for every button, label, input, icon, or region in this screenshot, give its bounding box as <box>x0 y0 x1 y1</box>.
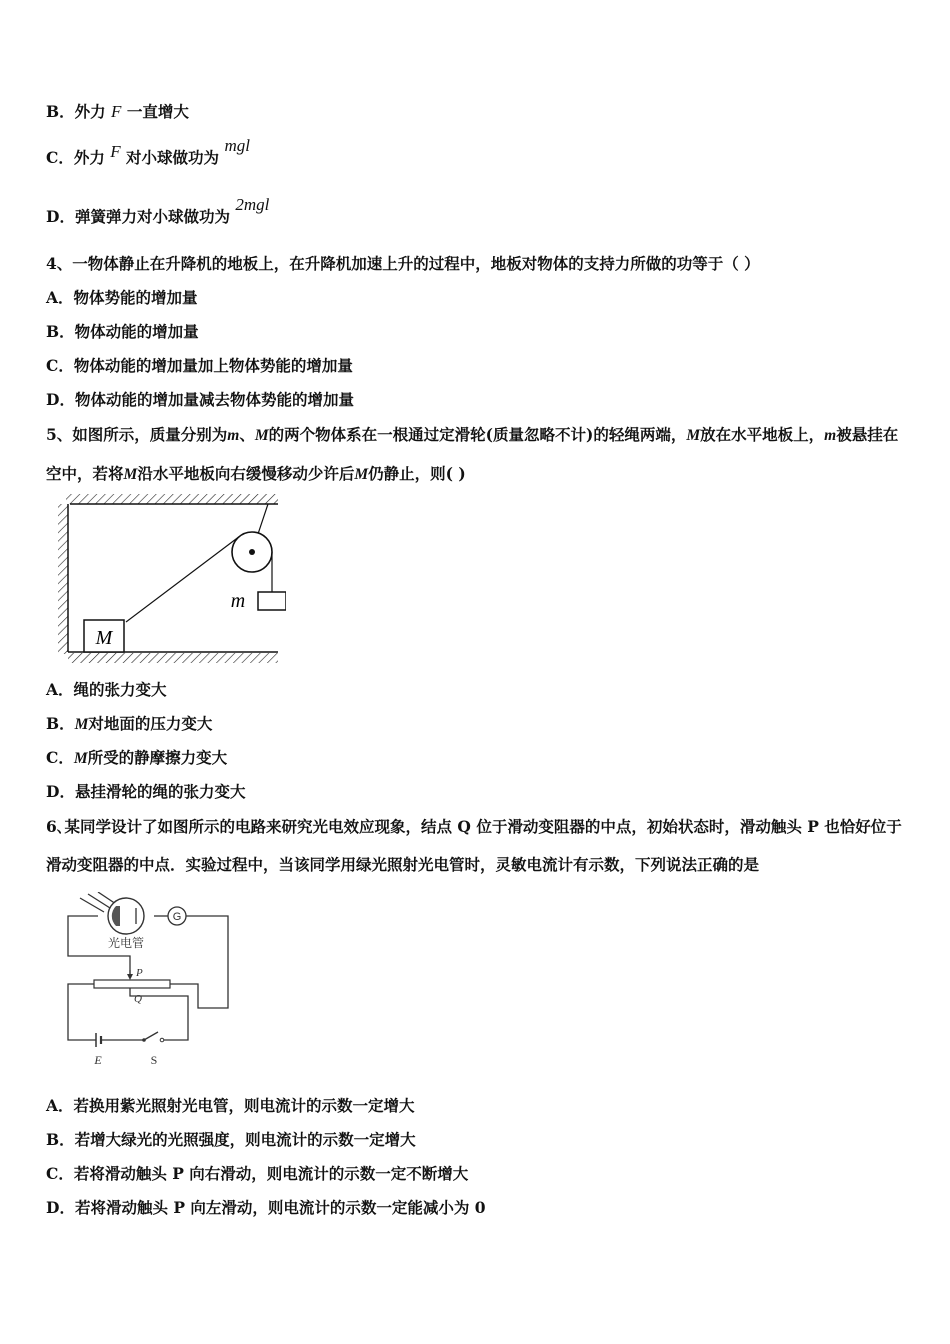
q5-option-c-prefix: C． <box>46 748 74 767</box>
floor-hatch <box>68 653 278 663</box>
q3-option-c-var: F <box>110 142 121 161</box>
block-m <box>258 592 286 610</box>
q3-option-b-suffix: 一直增大 <box>126 102 189 121</box>
circuit-figure <box>58 892 248 1072</box>
q5-option-b <box>46 714 212 735</box>
q3-option-b-prefix: B．外力 <box>46 102 106 121</box>
label-tube: 光电管 <box>107 936 145 950</box>
q3-option-c-expr: mgl <box>224 136 250 155</box>
q5-sep: 、 <box>239 425 255 444</box>
q6-stem: 6､某同学设计了如图所示的电路来研究光电效应现象，结点 Q 位于滑动变阻器的中点，初始状态时，滑动触头 P 也恰好位于滑动变阻器的中点．实验过程中，当该同学用绿光照射光电管时，灵敏电流计有示数，下列说法正确的是 <box>46 817 902 874</box>
q4-option-c: C．物体动能的增加量加上物体势能的增加量 <box>46 356 353 375</box>
ceiling-hatch <box>66 494 278 504</box>
label-G: G <box>172 911 182 923</box>
wire-left-bottom <box>68 984 96 1040</box>
q5-option-c-var: M <box>73 750 88 767</box>
q5-stem <box>46 416 906 494</box>
label-M: M <box>95 627 113 649</box>
q6-option-c: C．若将滑动触头 P 向右滑动，则电流计的示数一定不断增大 <box>46 1164 469 1183</box>
q5-stem-part: 的两个物体系在一根通过定滑轮(质量忽略不计)的轻绳两端， <box>268 425 687 444</box>
q4-option-d: D．物体动能的增加量减去物体势能的增加量 <box>46 390 354 409</box>
q5-var-m: m <box>227 427 240 444</box>
slider-arrow <box>127 974 133 980</box>
q3-option-d-prefix: D．弹簧弹力对小球做功为 <box>46 207 230 226</box>
q3-option-c-prefix: C．外力 <box>46 148 105 167</box>
q5-stem-part: 放在水平地板上， <box>700 425 825 444</box>
light-ray <box>88 894 110 908</box>
wire-top-left <box>68 916 98 926</box>
q5-stem-part: 仍静止，则( ) <box>368 464 466 483</box>
q5-option-b-text: 对地面的压力变大 <box>88 714 213 733</box>
q5-stem-part: 沿水平地板向右缓慢移动少许后 <box>137 464 355 483</box>
q5-option-d: D．悬挂滑轮的绳的张力变大 <box>46 782 246 801</box>
wall-hatch <box>58 504 68 654</box>
pulley-axle <box>249 549 255 555</box>
q3-option-c <box>46 136 250 168</box>
q5-option-b-prefix: B． <box>46 714 75 733</box>
q5-option-c <box>46 748 227 769</box>
q3-option-c-mid: 对小球做功为 <box>126 148 220 167</box>
q3-option-d <box>46 195 270 227</box>
wire-q-node <box>130 988 188 1040</box>
switch-pivot <box>142 1038 146 1042</box>
q5-var-M: M <box>354 466 369 483</box>
label-P: P <box>136 967 143 979</box>
q5-stem-part: 5、如图所示，质量分别为 <box>46 425 228 444</box>
q4-option-b: B．物体动能的增加量 <box>46 322 199 341</box>
q5-var-M: M <box>254 427 269 444</box>
q5-stem-part: 被悬挂在空中，若将 <box>46 425 899 483</box>
q5-var-M: M <box>686 427 701 444</box>
q5-option-c-text: 所受的静摩擦力变大 <box>87 748 228 767</box>
q3-option-b-var: F <box>111 102 122 121</box>
rheostat <box>94 980 170 988</box>
switch-s <box>144 1032 158 1040</box>
q3-option-d-expr: 2mgl <box>235 195 270 214</box>
rope-to-M <box>126 536 240 622</box>
label-E: E <box>94 1053 102 1067</box>
wire-right <box>186 916 228 1008</box>
q6-option-a: A．若换用紫光照射光电管，则电流计的示数一定增大 <box>46 1096 415 1115</box>
pulley-figure <box>56 492 286 668</box>
q6-option-d: D．若将滑动触头 P 向左滑动，则电流计的示数一定能减小为 0 <box>46 1198 486 1217</box>
switch-contact <box>160 1038 164 1042</box>
label-S: S <box>150 1053 158 1067</box>
label-m: m <box>230 590 246 612</box>
q5-var-M: M <box>123 466 138 483</box>
label-Q: Q <box>134 993 142 1005</box>
q5-option-b-var: M <box>74 716 89 733</box>
q5-option-a: A．绳的张力变大 <box>46 680 167 699</box>
q6-option-b: B．若增大绿光的光照强度，则电流计的示数一定增大 <box>46 1130 416 1149</box>
q3-option-b <box>46 102 189 122</box>
q5-var-m: m <box>824 427 837 444</box>
light-ray <box>80 898 104 912</box>
q4-stem: 4、一物体静止在升降机的地板上，在升降机加速上升的过程中，地板对物体的支持力所做的功等于（ ） <box>46 254 760 273</box>
q4-option-a: A．物体势能的增加量 <box>46 288 198 307</box>
